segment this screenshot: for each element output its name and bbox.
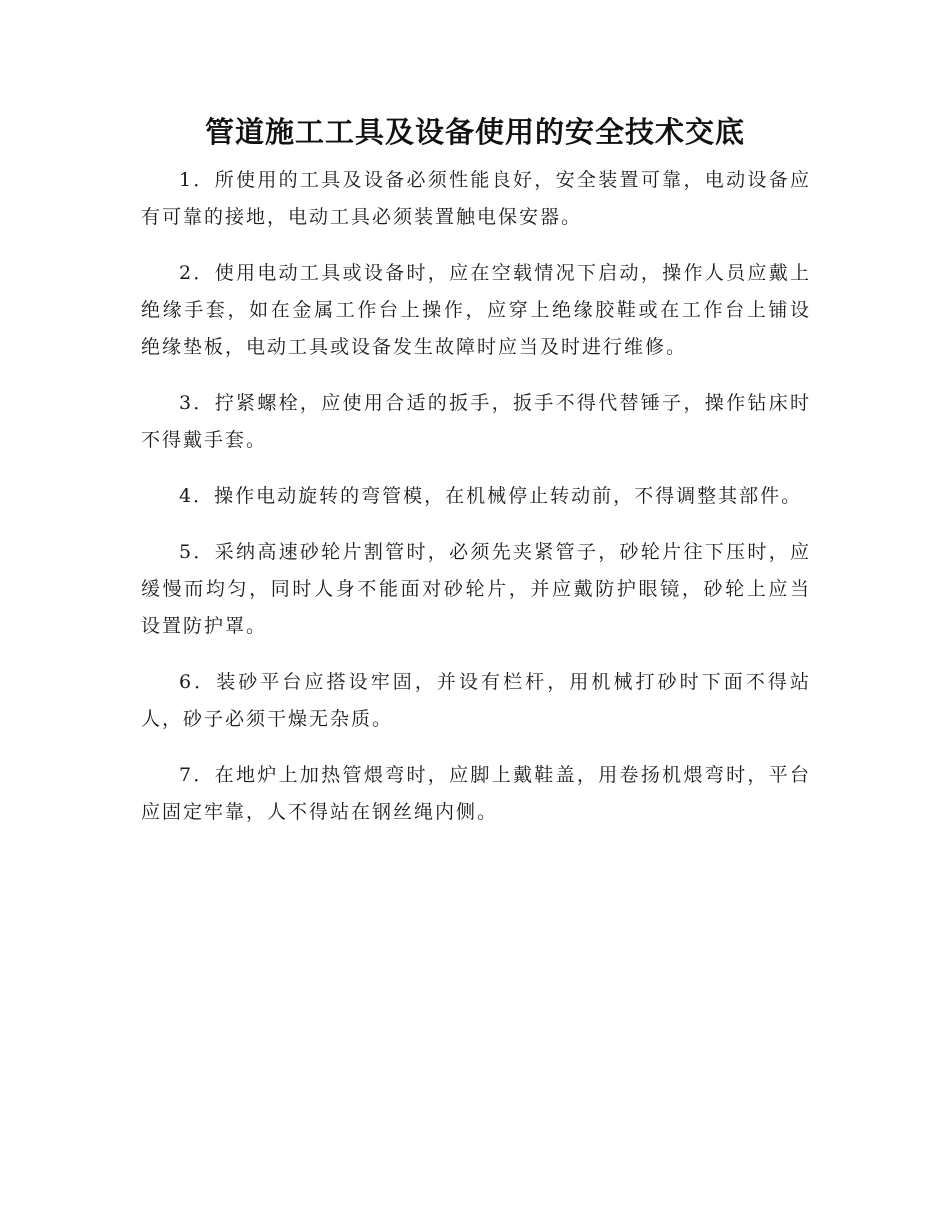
paragraph-5: 5．采纳高速砂轮片割管时，必须先夹紧管子，砂轮片往下压时，应缓慢而均匀，同时人身不能面对砂轮片，并应戴防护眼镜，砂轮上应当设置防护罩。: [141, 541, 811, 637]
paragraph-4: 4．操作电动旋转的弯管模，在机械停止转动前，不得调整其部件。: [179, 485, 803, 507]
paragraph-3: 3．拧紧螺栓，应使用合适的扳手，扳手不得代替锤子，操作钻床时不得戴手套。: [141, 392, 811, 451]
paragraph-6: 6．装砂平台应搭设牢固，并设有栏杆，用机械打砂时下面不得站人，砂子必须干燥无杂质。: [141, 671, 811, 730]
document-body: [141, 162, 811, 850]
document-title: 管道施工工具及设备使用的安全技术交底: [204, 115, 745, 149]
paragraph-2: 2．使用电动工具或设备时，应在空载情况下启动，操作人员应戴上绝缘手套，如在金属工作台上操作，应穿上绝缘胶鞋或在工作台上铺设绝缘垫板，电动工具或设备发生故障时应当及时进行维修。: [141, 262, 811, 358]
paragraph-7: 7．在地炉上加热管煨弯时，应脚上戴鞋盖，用卷扬机煨弯时，平台应固定牢靠，人不得站在钢丝绳内侧。: [141, 764, 811, 823]
paragraph-1: 1．所使用的工具及设备必须性能良好，安全装置可靠，电动设备应有可靠的接地，电动工具必须装置触电保安器。: [141, 169, 811, 228]
